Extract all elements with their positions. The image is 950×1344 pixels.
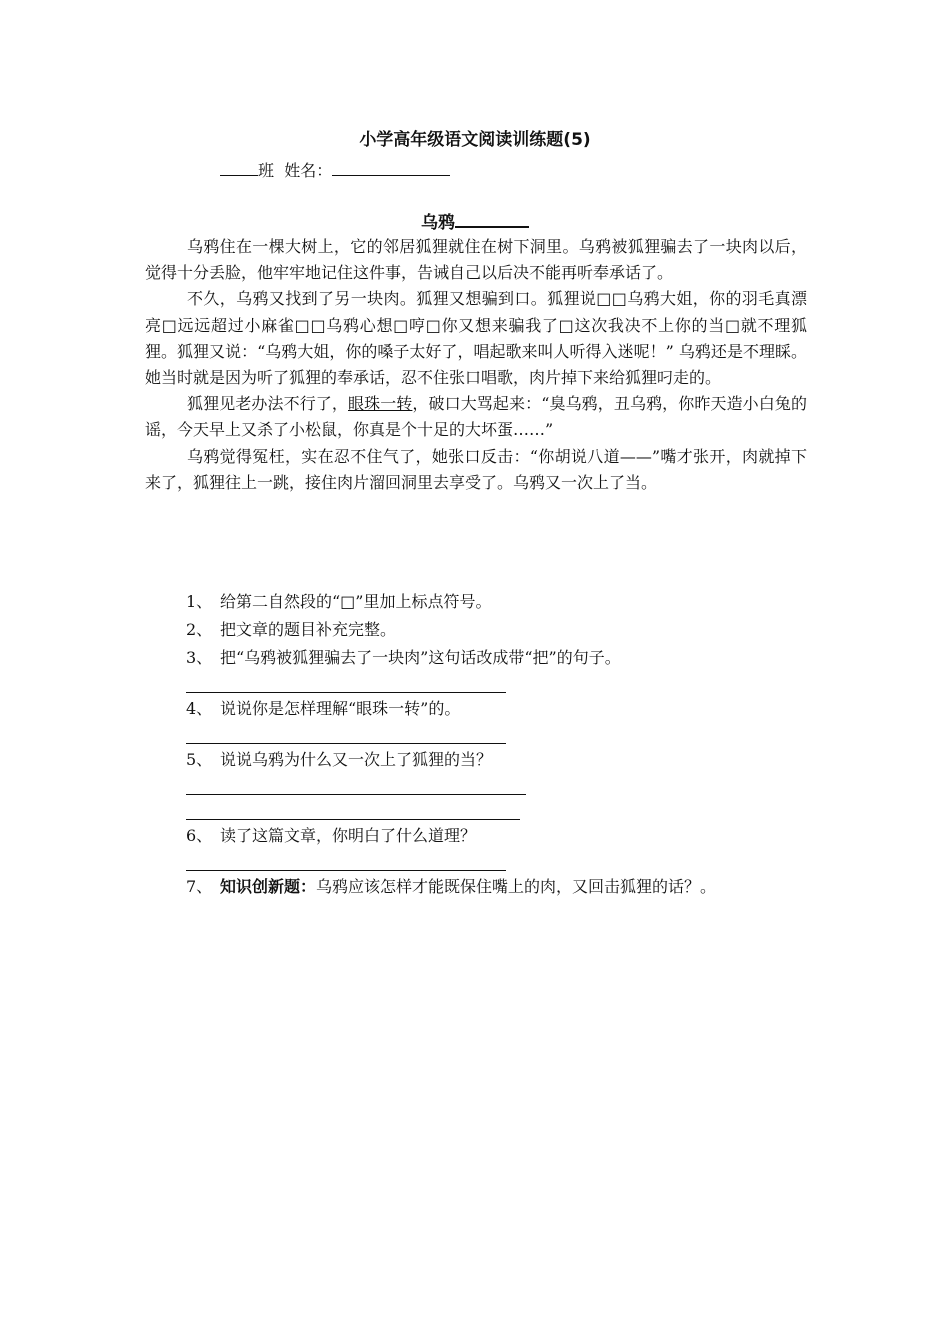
story-paragraph <box>145 286 807 391</box>
answer-line-6[interactable] <box>186 850 506 871</box>
worksheet-title: 小学高年级语文阅读训练题(5) <box>359 130 591 150</box>
question-text: 说说乌鸦为什么又一次上了狐狸的当？ <box>220 750 493 769</box>
class-label: 班 <box>258 161 275 180</box>
story-title <box>0 210 950 235</box>
question-number: 3、 <box>186 648 213 667</box>
question-5 <box>186 746 816 774</box>
question-number: 4、 <box>186 699 213 718</box>
answer-line-4[interactable] <box>186 723 506 744</box>
name-blank[interactable] <box>332 157 450 176</box>
question-text: 乌鸦应该怎样才能既保住嘴上的肉，又回击狐狸的话？。 <box>316 877 717 896</box>
story-title-blank[interactable] <box>455 210 529 228</box>
story-paragraph <box>145 444 807 496</box>
question-7 <box>186 873 816 901</box>
answer-line-5a[interactable] <box>186 774 526 795</box>
paragraph-text: 不久，乌鸦又找到了另一块肉。狐狸又想骗到口。狐狸说□□乌鸦大姐，你的羽毛真漂亮□远远超过小麻雀□□乌鸦心想□哼□你又想来骗我了□这次我决不上你的当□就不理狐狸。狐狸又说：“乌鸦大姐，你的嗓子太好了，唱起歌来叫人听得入迷呢！” 乌鸦还是不理睬。她当时就是因为听了狐狸的奉承话，忍不住张口唱歌，肉片掉下来给狐狸叼走的。 <box>145 289 807 388</box>
story-paragraph <box>145 234 807 286</box>
story-paragraph <box>145 391 807 443</box>
paragraph-text: 狐狸见老办法不行了， <box>187 394 348 414</box>
question-text: 读了这篇文章，你明白了什么道理？ <box>220 826 477 845</box>
student-info-line <box>220 157 450 183</box>
story-title-text: 乌鸦 <box>421 213 455 233</box>
question-text: 把“乌鸦被狐狸骗去了一块肉”这句话改成带“把”的句子。 <box>220 648 621 667</box>
paragraph-text: 乌鸦觉得冤枉，实在忍不住气了，她张口反击：“你胡说八道——”嘴才张开，肉就掉下来了，狐狸往上一跳，接住肉片溜回洞里去享受了。乌鸦又一次上了当。 <box>145 446 807 492</box>
question-number: 6、 <box>186 826 213 845</box>
question-1 <box>186 588 816 616</box>
name-label: 姓名： <box>284 161 333 180</box>
question-list <box>186 588 816 901</box>
paragraph-text: 乌鸦住在一棵大树上，它的邻居狐狸就住在树下洞里。乌鸦被狐狸骗去了一块肉以后，觉得十分丢脸，他牢牢地记住这件事，告诫自己以后决不能再听奉承话了。 <box>145 237 807 283</box>
class-blank[interactable] <box>220 157 258 176</box>
question-3 <box>186 644 816 672</box>
question-number: 5、 <box>186 750 213 769</box>
question-text: 说说你是怎样理解“眼珠一转”的。 <box>220 699 461 718</box>
question-number: 1、 <box>186 592 213 611</box>
question-number: 2、 <box>186 620 213 639</box>
question-number: 7、 <box>186 877 213 896</box>
underlined-phrase: 眼珠一转 <box>348 394 413 414</box>
question-text: 把文章的题目补充完整。 <box>220 620 397 639</box>
question-4 <box>186 695 816 723</box>
paragraph-text: ，破口大骂起来：“臭乌鸦，丑乌鸦，你昨天造小白兔的谣，今天早上又杀了小松鼠，你真是个十足的大坏蛋……” <box>145 394 807 440</box>
story-body <box>145 234 807 496</box>
question-2 <box>186 616 816 644</box>
answer-line-5b[interactable] <box>186 799 520 820</box>
innovation-label: 知识创新题： <box>220 877 317 896</box>
answer-line-3[interactable] <box>186 672 506 693</box>
question-6 <box>186 822 816 850</box>
question-text: 给第二自然段的“□”里加上标点符号。 <box>220 592 492 611</box>
